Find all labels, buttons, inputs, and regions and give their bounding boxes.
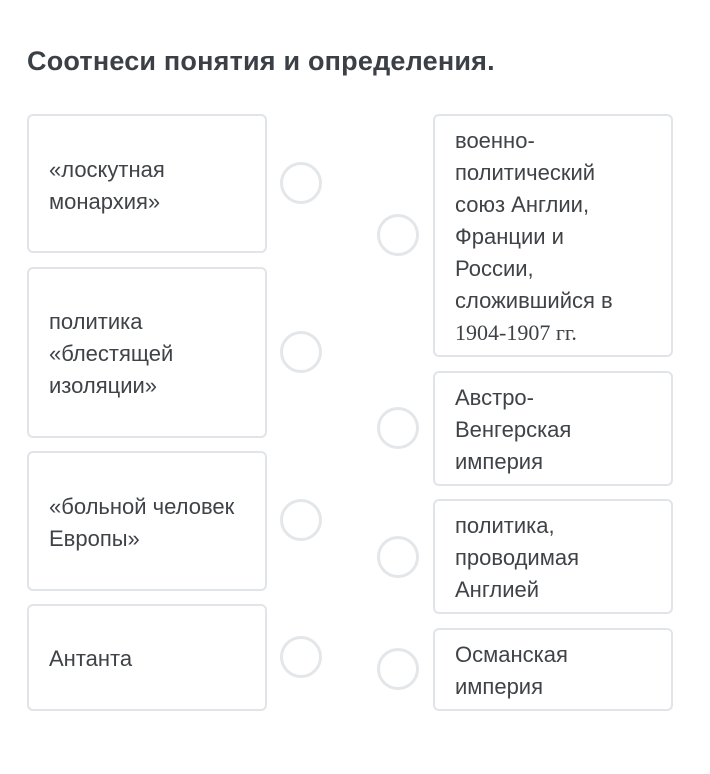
- concept-card-2[interactable]: [27, 267, 267, 438]
- concept-match-dot-3[interactable]: [280, 499, 322, 541]
- definition-card-2[interactable]: [433, 371, 673, 486]
- concept-match-dot-2[interactable]: [280, 331, 322, 373]
- definition-label-main: военно-политический союз Англии, Франции и России, сложившийся в: [455, 128, 613, 313]
- definition-match-dot-2[interactable]: [377, 407, 419, 449]
- concept-match-dot-1[interactable]: [280, 162, 322, 204]
- definition-label-years: 1904-1907 гг.: [455, 320, 577, 345]
- definition-label: политика, проводимая Англией: [455, 513, 579, 602]
- concept-label: политика «блестящей изоляции»: [49, 309, 174, 398]
- definition-match-dot-4[interactable]: [377, 648, 419, 690]
- concept-card-1[interactable]: [27, 114, 267, 253]
- definition-match-dot-3[interactable]: [377, 536, 419, 578]
- concept-card-3[interactable]: [27, 451, 267, 591]
- definition-label: Османская империя: [455, 642, 568, 699]
- concept-label: «больной человек Европы»: [49, 494, 235, 551]
- page-title: Соотнеси понятия и определения.: [27, 46, 495, 76]
- concept-label: Антанта: [49, 646, 133, 671]
- definition-label: [455, 125, 640, 349]
- definition-card-1[interactable]: [433, 114, 673, 357]
- definition-card-3[interactable]: [433, 499, 673, 614]
- concept-match-dot-4[interactable]: [280, 636, 322, 678]
- definition-match-dot-1[interactable]: [377, 214, 419, 256]
- definition-card-4[interactable]: [433, 628, 673, 711]
- concept-card-4[interactable]: [27, 604, 267, 711]
- definition-label: Австро-Венгерская империя: [455, 385, 572, 474]
- concept-label: «лоскутная монархия»: [49, 157, 165, 214]
